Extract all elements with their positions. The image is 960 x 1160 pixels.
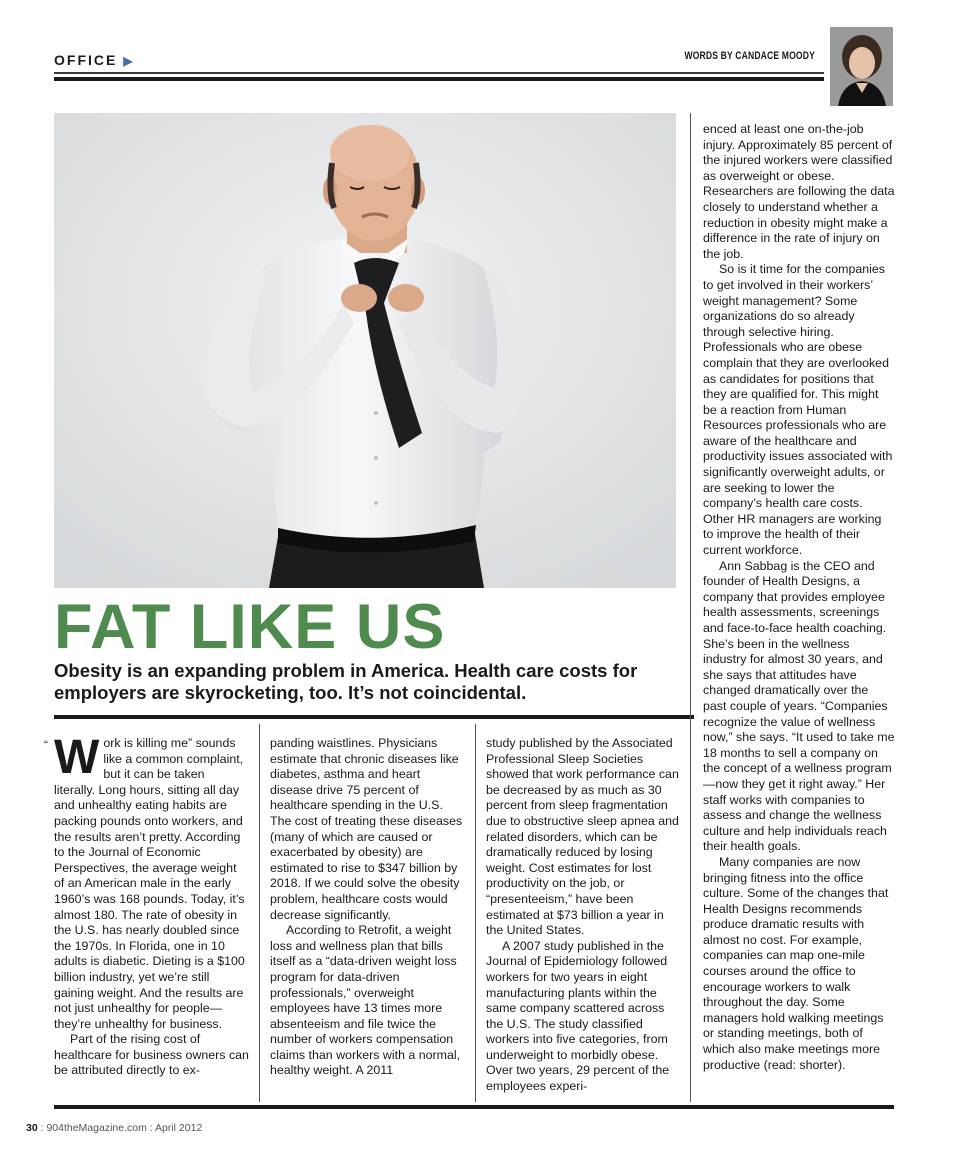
page-number: 30 <box>26 1122 38 1134</box>
column-divider <box>690 113 691 1102</box>
article-column-3 <box>486 736 681 1095</box>
article-column-1 <box>54 731 249 1079</box>
opening-quote-mark: “ <box>44 738 48 752</box>
paragraph <box>54 731 249 1032</box>
article-column-2 <box>270 736 465 1079</box>
paragraph: enced at least one on-the-job injury. Approximately 85 percent of the injured workers were classified as overweight or obese. Researchers are following the data closely to understand whether a reduction in obesity might make a difference in the rate of injury on the job. <box>703 122 895 261</box>
page-footer <box>26 1122 202 1134</box>
paragraph: According to Retrofit, a weight loss and wellness plan that bills itself as a “data-driven weight loss program for data-driven professionals,” overweight employees have 13 times more absenteeism and file twice the number of workers compensation claims than workers with a normal, healthy weight. A 2011 <box>270 923 461 1078</box>
article-deck: Obesity is an expanding problem in America. Health care costs for employers are skyrocketing, too. It’s not coincidental. <box>54 660 638 703</box>
column-divider <box>259 724 260 1102</box>
paragraph: So is it time for the companies to get involved in their workers’ weight management? Some organizations do so already through selective hiring. Professionals who are obese complain that they are overlooked as candidates for positions that they are qualified for. This might be a reaction from Human Resources professionals who are aware of the healthcare and productivity issues associated with significantly overweight adults, or are seeking to lower the company’s health care costs. Other HR managers are working to improve the health of their current workforce. <box>703 262 893 558</box>
section-label <box>54 52 135 68</box>
paragraph-text: ork is killing me” sounds like a common complaint, but it can be taken literally. Long hours, sitting all day and unhealthy eating habits are packing pounds onto workers, and the results aren’t pretty. According to the Journal of Economic Perspectives, the average weight of an American male in the early 1960’s was 168 pounds. Today, it’s almost 180. The rate of obesity in the U.S. has nearly doubled since the 1970s. In Florida, one in 10 adults is diabetic. Dieting is a $100 billion industry, yet we’re still gaining weight. And the results are not just unhealthy for people—they’re unhealthy for business. <box>54 736 245 1031</box>
byline: WORDS BY CANDACE MOODY <box>684 50 815 62</box>
paragraph: Ann Sabbag is the CEO and founder of Health Designs, a company that provides employee health assessments, screenings and face-to-face health coaching. She’s been in the wellness industry for almost 30 years, and she says that attitudes have changed dramatically over the past couple of years. “Companies recognize the value of wellness now,” she says. “It used to take me 18 months to sell a company on the concept of a wellness program—now they get it right away.” Her staff works with companies to assess and change the wellness culture and help individuals reach their health goals. <box>703 558 895 854</box>
section-name: OFFICE <box>54 52 118 68</box>
paragraph: study published by the Associated Professional Sleep Societies showed that work performance can be decreased by as much as 30 percent from sleep fragmentation due to obstructive sleep apnea and related disorders, which can be dramatically reduced by losing weight. Cost estimates for lost productivity on the job, or “presenteeism,” have been estimated at $73 billion a year in the United States. <box>486 736 679 938</box>
paragraph: Part of the rising cost of healthcare for business owners can be attributed directly to ex- <box>54 1032 249 1078</box>
drop-cap: W <box>54 731 100 784</box>
paragraph: Many companies are now bringing fitness into the office culture. Some of the changes that Health Designs recommends produce dramatic results with almost no cost. For example, companies can map one-mile courses around the office to encourage workers to walk throughout the day. Some managers hold walking meetings or standing meetings, both of which also make meetings more productive (read: shorter). <box>703 854 889 1072</box>
author-portrait-image <box>830 27 893 106</box>
article-column-4 <box>703 122 895 1073</box>
paragraph: A 2007 study published in the Journal of Epidemiology followed workers for two years in eight manufacturing plants within the same company scattered across the U.S. The study classified workers into five categories, from underweight to morbidly obese. Over two years, 29 percent of the employees experi- <box>486 938 670 1094</box>
column-divider <box>475 724 476 1102</box>
header-rule <box>54 72 824 74</box>
deck-rule <box>54 715 694 719</box>
play-arrow-icon: ▶ <box>123 54 135 68</box>
article-title: FAT LIKE US <box>54 592 446 662</box>
header-rule-heavy <box>54 77 824 81</box>
paragraph: panding waistlines. Physicians estimate that chronic diseases like diabetes, asthma and heart disease drive 75 percent of healthcare spending in the U.S. The cost of treating these diseases (many of which are caused or exacerbated by obesity) are estimated to rise to $347 billion by 2018. If we could solve the obesity problem, healthcare costs would decrease significantly. <box>270 736 463 922</box>
footer-text: : 904theMagazine.com : April 2012 <box>40 1122 203 1134</box>
author-photo <box>830 27 893 106</box>
bottom-rule <box>54 1105 894 1109</box>
man-tying-tie-image <box>54 113 676 588</box>
hero-photo <box>54 113 676 588</box>
